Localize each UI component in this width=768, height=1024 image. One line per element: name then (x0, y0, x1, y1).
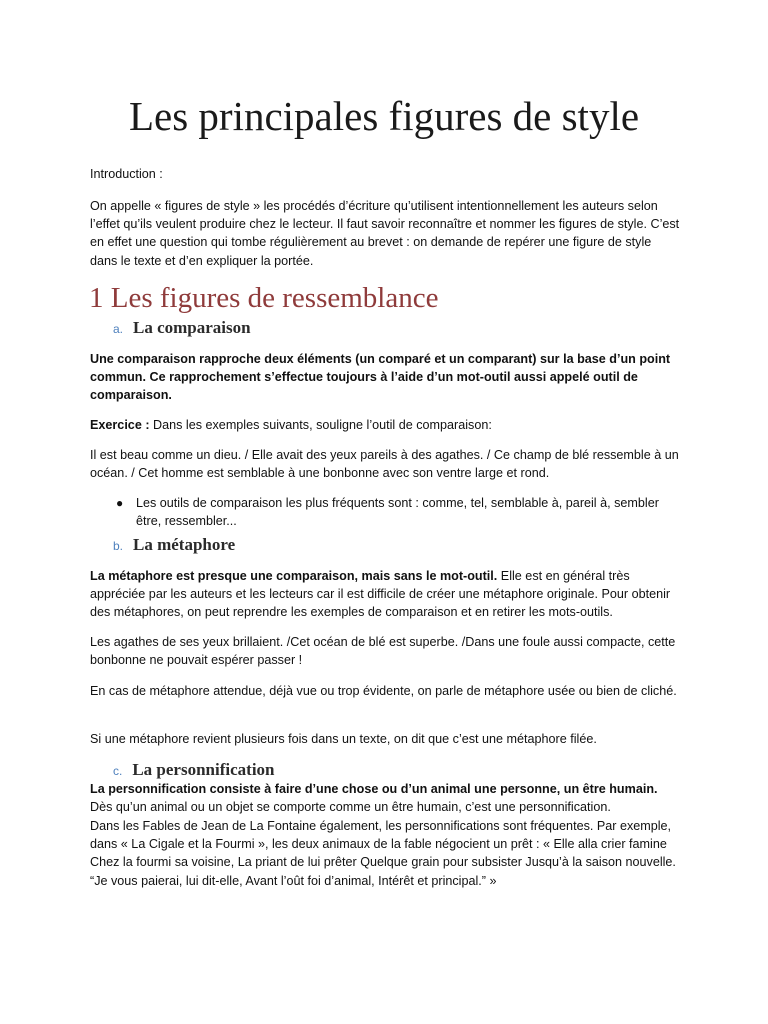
definition-text: La personnification consiste à faire d’une chose ou d’un animal une personne, un être humain. (90, 782, 658, 796)
bullet-icon: ● (116, 496, 124, 510)
metaphore-cliche: En cas de métaphore attendue, déjà vue ou trop évidente, on parle de métaphore usée ou bien de cliché. (90, 684, 677, 698)
subsection-heading-comparaison (113, 318, 251, 338)
bullet-item: Les outils de comparaison les plus fréquents sont : comme, tel, semblable à, pareil à, sembler être, ressembler... (136, 496, 659, 529)
page-title: Les principales figures de style (128, 93, 640, 139)
list-marker: b. (113, 539, 124, 553)
metaphore-examples: Les agathes de ses yeux brillaient. /Cet océan de blé est superbe. /Dans une foule aussi compacte, cette bonbonne ne pouvait espérer passer ! (90, 635, 676, 668)
definition-bold: La métaphore est presque une comparaison, mais sans le mot-outil. (90, 569, 498, 583)
subsection-heading-metaphore (113, 535, 235, 555)
personnification-fable: Dans les Fables de Jean de La Fontaine également, les personnifications sont fréquentes. Par exemple, dans « La Cigale et la Fourmi », les deux animaux de la fable négocient un prêt : « Elle alla crier famine Chez la fourmi sa voisine, La priant de lui prêter Quelque grain pour subsister Jusqu’à la saison nouvelle. “Je vous paierai, lui dit-elle, Avant l’oût foi d’animal, Intérêt et principal.” » (90, 819, 676, 888)
definition-rest: Elle est en général très appréciée par les auteurs et les lecteurs car il est difficile de créer une métaphore originale. Pour obtenir des métaphores, on peut reprendre les exemples de comparaison et en retirer les mots-outils. (90, 569, 671, 620)
subsection-title: La personnification (132, 760, 275, 779)
metaphore-filee: Si une métaphore revient plusieurs fois dans un texte, on dit que c’est une métaphore filée. (90, 732, 597, 746)
exercise-label: Exercice : (90, 418, 150, 432)
subsection-title: La comparaison (133, 318, 251, 337)
metaphore-definition (90, 567, 680, 622)
intro-paragraph: On appelle « figures de style » les procédés d’écriture qu’utilisent intentionnellement les auteurs selon l’effet qu’ils veulent produire chez le lecteur. Il faut savoir reconnaître et nommer les figures de style. C’est en effet une question qui tombe régulièrement au brevet : on demande de repérer une figure de style dans le texte et d’en expliquer la portée. (90, 199, 680, 268)
comparaison-examples: Il est beau comme un dieu. / Elle avait des yeux pareils à des agathes. / Ce champ de blé ressemble à un océan. / Cet homme est semblable à une bonbonne avec son ventre large et rond. (90, 448, 679, 481)
personnification-definition (90, 780, 680, 798)
personnification-line: Dès qu’un animal ou un objet se comporte comme un être humain, c’est une personnification. (90, 800, 611, 814)
comparaison-definition (90, 350, 680, 405)
intro-heading: Introduction : (90, 167, 163, 181)
exercise-paragraph (90, 416, 680, 434)
section-heading-ressemblance: 1 Les figures de ressemblance (89, 282, 439, 314)
definition-text: Une comparaison rapproche deux éléments (un comparé et un comparant) sur la base d’un point commun. Ce rapprochement s’effectue toujours à l’aide d’un mot-outil aussi appelé outil de comparaison. (90, 352, 671, 403)
subsection-heading-personnification (113, 760, 275, 780)
subsection-title: La métaphore (133, 535, 236, 554)
list-marker: a. (113, 322, 124, 336)
list-marker: c. (113, 764, 123, 778)
exercise-text: Dans les exemples suivants, souligne l’outil de comparaison: (149, 418, 492, 432)
